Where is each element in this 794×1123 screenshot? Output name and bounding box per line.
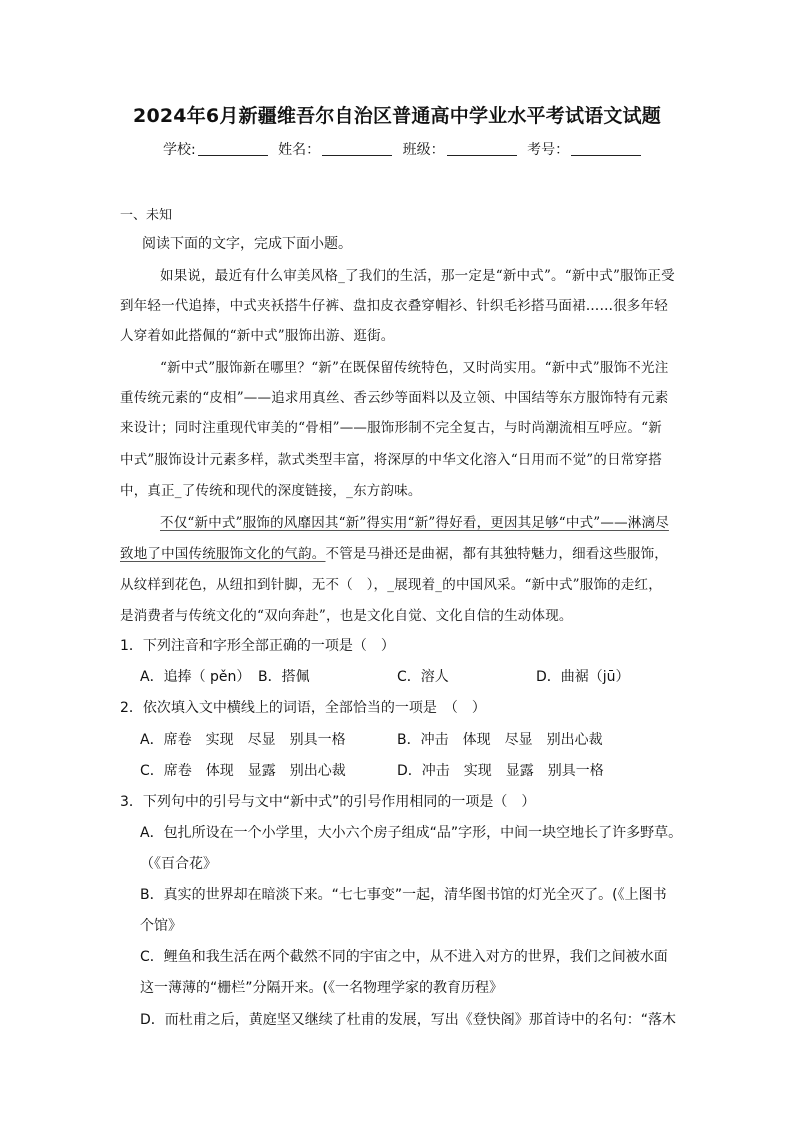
question-3-stem: 3．下列句中的引号与文中“新中式”的引号作用相同的一项是（ ） — [120, 794, 536, 810]
name-label: 姓名： — [278, 142, 321, 158]
q2-option-d[interactable]: D．冲击 实现 显露 别具一格 — [397, 763, 604, 779]
q1-option-a[interactable]: A．追捧（ pěn） — [140, 669, 251, 685]
underlined-sentence: 致地了中国传统服饰文化的气韵。 — [120, 546, 326, 562]
question-2-stem: 2．依次填入文中横线上的词语，全部恰当的一项是 （ ） — [120, 700, 486, 716]
class-blank[interactable] — [447, 141, 517, 156]
passage-line-underlined: 不仅“新中式”服饰的风靡因其“新”得实用“新”得好看，更因其足够“中式”——淋漓尽 — [160, 515, 669, 531]
passage-line — [120, 542, 668, 562]
q3-option-a-cont: （《百合花》 — [140, 856, 217, 872]
page-title: 2024年6月新疆维吾尔自治区普通高中学业水平考试语文试题 — [133, 105, 661, 127]
q2-option-c[interactable]: C．席卷 体现 显露 别出心裁 — [140, 763, 346, 779]
id-label: 考号： — [527, 142, 570, 158]
q3-option-b[interactable]: B．真实的世界却在暗淡下来。“七七事变”一起，清华图书馆的灯光全灭了。(《上图书 — [140, 887, 667, 903]
passage-line: 重传统元素的“皮相”——追求用真丝、香云纱等面料以及立领、中国结等东方服饰特有元素 — [120, 390, 669, 406]
q3-option-c-cont: 这一薄薄的“栅栏”分隔开来。(《一名物理学家的教育历程》 — [140, 980, 503, 996]
passage-line: 是消费者与传统文化的“双向奔赴”，也是文化自觉、文化自信的生动体现。 — [120, 608, 573, 624]
q3-option-b-cont: 个馆》 — [140, 918, 182, 934]
passage-line: “新中式”服饰新在哪里？“新”在既保留传统特色，又时尚实用。“新中式”服饰不光注 — [160, 360, 669, 376]
passage-line: 中，真正_了传统和现代的深度链接，_东方韵味。 — [120, 483, 422, 499]
school-blank[interactable] — [198, 141, 268, 156]
passage-line: 来设计；同时注重现代审美的“骨相”——服饰形制不完全复古，与时尚潮流相互呼应。“新 — [120, 420, 662, 436]
q2-option-a[interactable]: A．席卷 实现 尽显 别具一格 — [140, 732, 346, 748]
q3-option-a[interactable]: A．包扎所设在一个小学里，大小六个房子组成“品”字形，中间一块空地长了许多野草。 — [140, 825, 683, 841]
section-heading: 一、未知 — [120, 208, 173, 223]
question-1-stem: 1．下列注音和字形全部正确的一项是（ ） — [120, 638, 395, 654]
name-blank[interactable] — [322, 141, 392, 156]
passage-line: 中式”服饰设计元素多样，款式类型丰富，将深厚的中华文化溶入“日用而不觉”的日常穿搭 — [120, 452, 662, 468]
passage-line: 从纹样到花色，从纽扣到针脚，无不（ ），_展现着_的中国风采。“新中式”服饰的走红， — [120, 577, 662, 593]
q2-option-b[interactable]: B．冲击 体现 尽显 别出心裁 — [397, 732, 603, 748]
q1-option-c[interactable]: C．溶人 — [397, 669, 449, 685]
q3-option-d[interactable]: D．而杜甫之后，黄庭坚又继续了杜甫的发展，写出《登快阁》那首诗中的名句：“落木 — [140, 1012, 677, 1028]
q1-option-d[interactable]: D．曲裾（jū） — [536, 669, 630, 685]
passage-line: 如果说，最近有什么审美风格_了我们的生活，那一定是“新中式”。“新中式”服饰正受 — [160, 268, 675, 284]
school-label: 学校: — [163, 142, 196, 158]
passage-line: 人穿着如此搭佩的“新中式”服饰出游、逛街。 — [120, 328, 395, 344]
id-blank[interactable] — [571, 141, 641, 156]
q3-option-c[interactable]: C．鲤鱼和我生活在两个截然不同的宇宙之中，从不进入对方的世界，我们之间被水面 — [140, 949, 668, 965]
class-label: 班级： — [402, 142, 445, 158]
reading-instruction: 阅读下面的文字，完成下面小题。 — [142, 236, 352, 252]
student-info-line — [163, 139, 647, 159]
q1-option-b[interactable]: B．搭佩 — [258, 669, 310, 685]
passage-line: 到年轻一代追捧，中式夹袄搭牛仔裤、盘扣皮衣叠穿帽衫、针织毛衫搭马面裙……很多年轻 — [120, 298, 668, 314]
sentence: 不管是马褂还是曲裾，都有其独特魅力，细看这些服饰， — [325, 546, 668, 562]
